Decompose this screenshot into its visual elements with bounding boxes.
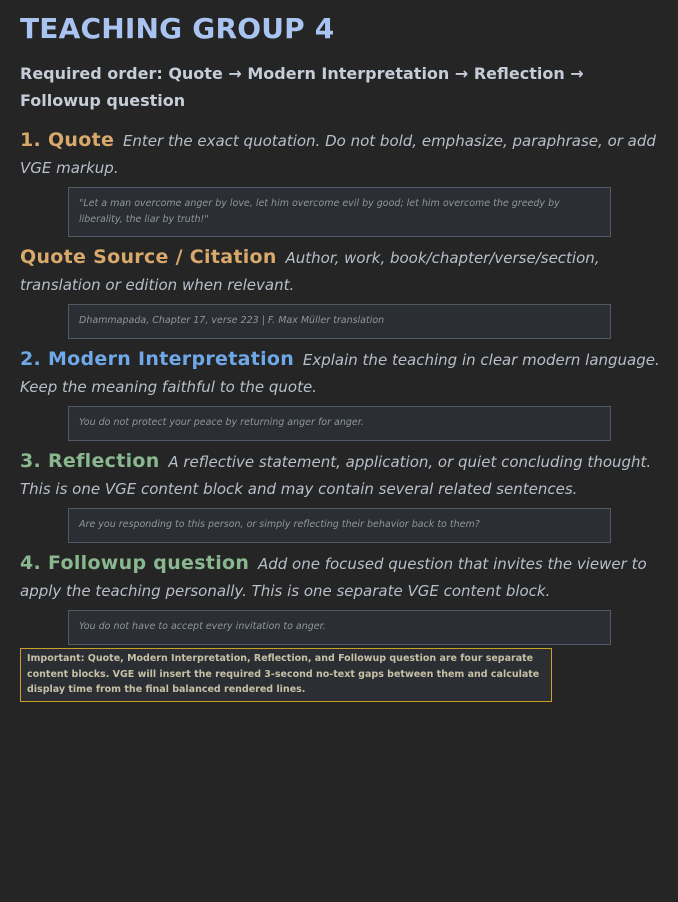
page-title: TEACHING GROUP 4 — [20, 12, 335, 45]
reflection-field[interactable]: Are you responding to this person, or simply reflecting their behavior back to them? — [68, 508, 611, 543]
citation-section-header — [20, 244, 660, 299]
reflection-section-header — [20, 448, 660, 503]
important-note: Important: Quote, Modern Interpretation, Reflection, and Followup question are four separate content blocks. VGE will insert the required 3-second no-text gaps between them and calculate display time from the final balanced rendered lines. — [20, 648, 552, 702]
interpretation-instruction: Explain the teaching in clear modern language. Keep the meaning faithful to the quote. — [20, 351, 660, 396]
interpretation-section-header — [20, 346, 660, 401]
citation-field[interactable]: Dhammapada, Chapter 17, verse 223 | F. Max Müller translation — [68, 304, 611, 339]
reflection-heading: 3. Reflection — [20, 450, 160, 472]
quote-section-header — [20, 127, 660, 182]
citation-instruction: Author, work, book/chapter/verse/section, translation or edition when relevant. — [20, 249, 600, 294]
citation-heading: Quote Source / Citation — [20, 246, 277, 268]
followup-field[interactable]: You do not have to accept every invitation to anger. — [68, 610, 611, 645]
reflection-instruction: A reflective statement, application, or quiet concluding thought. This is one VGE content block and may contain several related sentences. — [20, 453, 652, 498]
required-order: Required order: Quote → Modern Interpretation → Reflection → Followup question — [20, 64, 584, 110]
quote-instruction: Enter the exact quotation. Do not bold, emphasize, paraphrase, or add VGE markup. — [20, 132, 656, 177]
interpretation-field[interactable]: You do not protect your peace by returning anger for anger. — [68, 406, 611, 441]
interpretation-heading: 2. Modern Interpretation — [20, 348, 295, 370]
followup-instruction: Add one focused question that invites the viewer to apply the teaching personally. This is one separate VGE content block. — [20, 555, 647, 600]
quote-field[interactable]: "Let a man overcome anger by love, let him overcome evil by good; let him overcome the greedy by liberality, the liar by truth!" — [68, 187, 611, 237]
followup-section-header — [20, 550, 660, 605]
quote-heading: 1. Quote — [20, 129, 115, 151]
followup-heading: 4. Followup question — [20, 552, 250, 574]
